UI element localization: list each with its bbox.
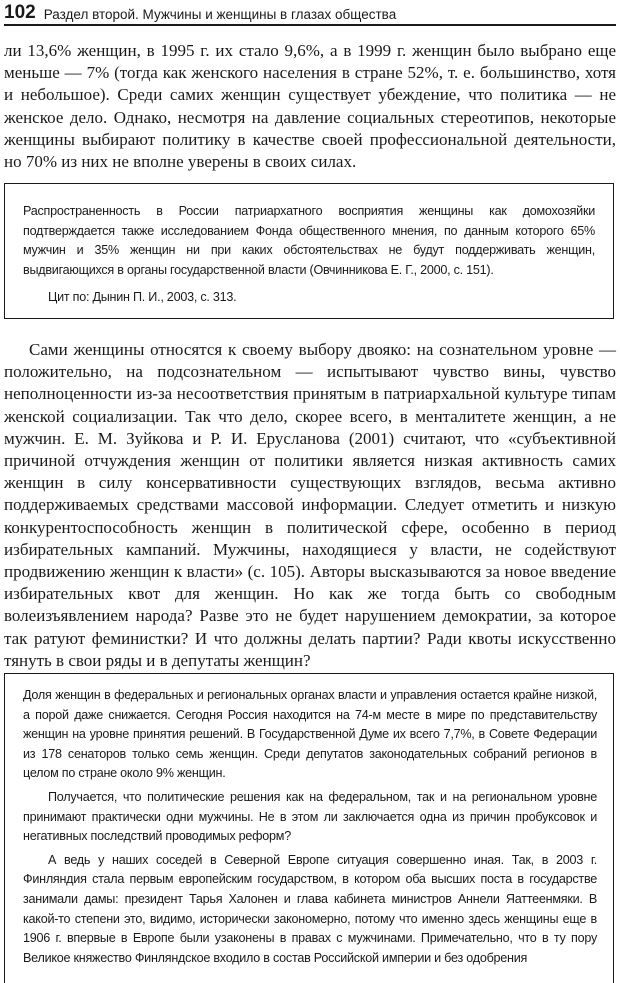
box-paragraph: А ведь у наших соседей в Северной Европе ситуация совершенно иная. Так, в 2003 г. Финляндия стала первым европейским государством, в котором оба высших поста в государстве занимали дамы: президент Тарья Халонен и глава кабинета министров Аннели Яаттеенмяки. В какой-то степени это, видимо, исторически закономерно, потому что именно здесь женщины еще в 1906 г. впервые в Европе были узаконены в правах с мужчинами. Примечательно, что в ту пору Великое княжество Финляндское входило в состав Российской империи и без одобрения [23, 852, 597, 965]
running-title: Раздел второй. Мужчины и женщины в глазах общества [43, 6, 397, 22]
page-number: 102 [4, 2, 36, 23]
page-header [4, 0, 616, 26]
body-paragraph-2: Сами женщины относятся к своему выбору двояко: на сознательном уровне — положительно, на подсознательном — испытывают чувство вины, чувство неполноценности из-за несоответствия принятым в патриархальной культуре типам женской социализации. Так что дело, скорее всего, в менталитете женщин, а не мужчин. Е. М. Зуйкова и Р. И. Ерусланова (2001) считают, что «субъективной причиной отчуждения женщин от политики является низкая активность самих женщин в силу консервативности существующих взглядов, весьма активно поддерживаемых средствами массовой информации. Следует отметить и низкую конкурентоспособность женщин в политической сфере, особенно в период избирательных кампаний. Мужчины, находящиеся у власти, не содействуют продвижению женщин к власти» (с. 105). Авторы высказываются за новое введение избирательных квот для женщин. Но как же тогда быть со свободным волеизъявлением народа? Разве это не будет нарушением демократии, за которое так ратуют феминистки? И что должны делать партии? Ради квоты искусственно тянуть в свои ряды и в депутаты женщин? [4, 340, 616, 670]
box-citation: Цит по: Дынин П. И., 2003, с. 313. [48, 290, 237, 305]
box-paragraph: Распространенность в России патриархатного восприятия женщины как домохозяйки подтверждается также исследованием Фонда общественного мнения, по данным которого 65% мужчин и 35% женщин ни при каких обстоятельствах не будут поддерживать женщин, выдвигающихся в органы государственной власти (Овчинникова Е. Г., 2000, с. 151). [23, 204, 595, 277]
body-paragraph-1: ли 13,6% женщин, в 1995 г. их стало 9,6%, а в 1999 г. женщин было выбрано еще меньше — 7% (тогда как женского населения в стране 52%, т. е. большинство, хотя и небольшое). Среди самих женщин существует убеждение, что политика — не женское дело. Однако, несмотря на давление социальных стереотипов, некоторые женщины выбирают политику в качестве своей профессиональной деятельности, но 70% из них не вполне уверены в своих силах. [4, 41, 616, 172]
box-paragraph: Доля женщин в федеральных и региональных органах власти и управления остается крайне низкой, а порой даже снижается. Сегодня Россия находится на 74-м месте в мире по представительству женщин на уровне принятия решений. В Государственной Думе их всего 7,7%, в Совете Федерации из 178 сенаторов только семь женщин. Среди депутатов законодательных собраний регионов в целом по стране около 9% женщин. [23, 688, 597, 781]
sidebar-box-representation [4, 673, 614, 983]
box-paragraph: Получается, что политические решения как на федеральном, так и на региональном уровне принимают практически одни мужчины. Не в этом ли заключается одна из причин пробуксовок и негативных последствий проводимых реформ? [23, 789, 597, 844]
sidebar-box-poll [4, 183, 614, 319]
